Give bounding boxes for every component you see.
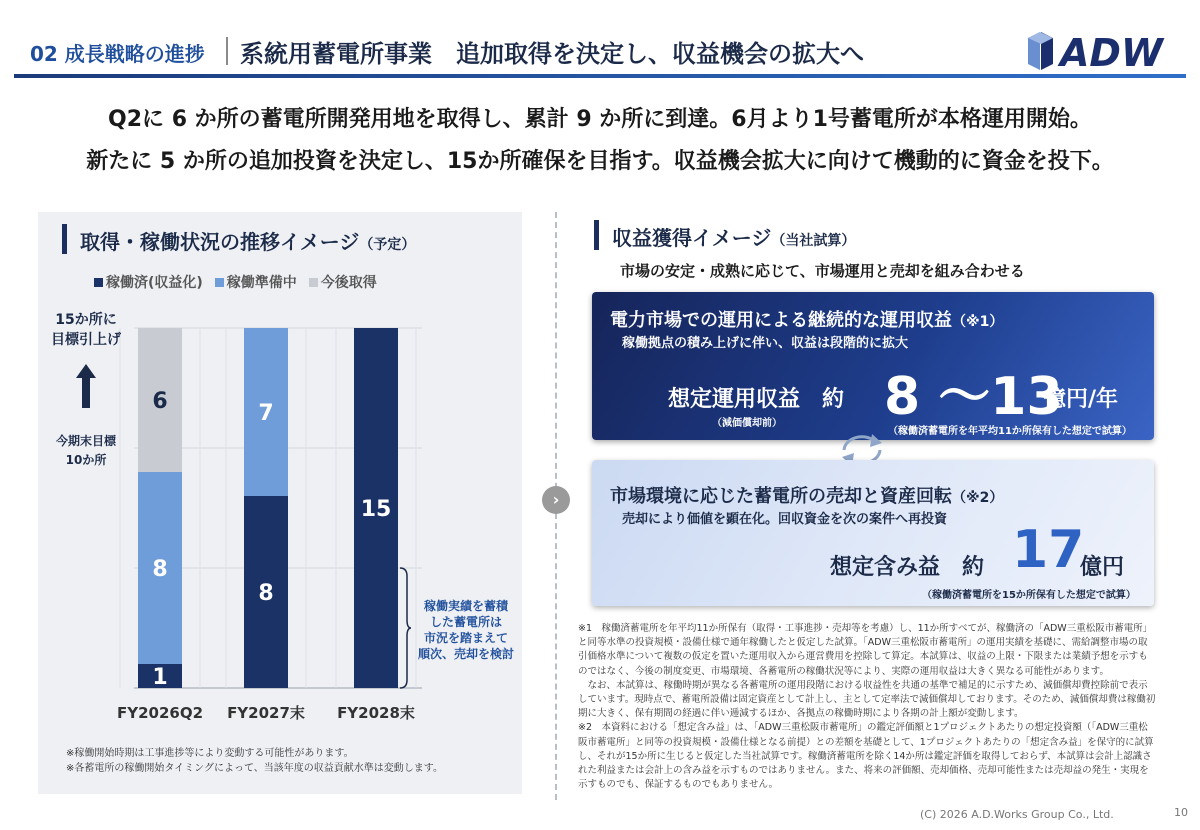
- bracket-note-line: 稼働実績を蓄積: [423, 599, 508, 613]
- header-rule: [14, 74, 1186, 78]
- right-title-text: 収益獲得イメージ: [612, 226, 772, 250]
- right-subtitle: 市場の安定・成熟に応じて、市場運用と売却を組み合わせる: [620, 262, 1025, 280]
- box1-unit: 億円/年: [1044, 387, 1119, 412]
- box1-sub: 稼働拠点の積み上げに伴い、収益は段階的に拡大: [622, 336, 909, 351]
- lead-line-2: 新たに 5 か所の追加投資を決定し、15か所確保を目指す。収益機会拡大に向けて機動的に資金を投下。: [86, 149, 1114, 174]
- box2-unit: 億円: [1080, 555, 1125, 580]
- left-title-bar: [62, 224, 67, 254]
- box1-value-label: 想定運用収益 約: [668, 387, 845, 412]
- box2-heading: [610, 482, 1003, 508]
- bracket-note-line: 市況を踏まえて: [423, 631, 508, 645]
- data-label: 6: [152, 389, 168, 414]
- lead-line-1: Q2に 6 か所の蓄電所開発用地を取得し、累計 9 か所に到達。6月より1号蓄電所が本格運用開始。: [108, 107, 1092, 132]
- data-label: 8: [152, 557, 168, 582]
- target10-line2: 10か所: [65, 453, 107, 467]
- data-label: 1: [152, 665, 168, 690]
- bracket-note-line: した蓄電所は: [429, 615, 502, 629]
- operating-revenue-box: [592, 292, 1154, 440]
- box1-heading-text: 電力市場での運用による継続的な運用収益: [610, 310, 952, 331]
- adw-logo: [1022, 30, 1180, 72]
- right-footnote: ※1 稼働済蓄電所を年平均11か所保有（取得・工事進捗・売却等を考慮）し、11か所すべてが、稼働済の「ADW三重松阪市蓄電所」と同等水準の投資規模・設備仕様で通年稼働したと仮定した試算。「ADW三重松阪市蓄電所」の運用実績を基礎に、需給調整市場の取引価格水準について複数の仮定を置いた運用収入から運営費用を控除して算定。本試算は、収益の上限・下限または業績予想を示すものではなく、今後の制度変更、市場環境、各蓄電所の稼働状況等により、実際の運用収益は大きく異なる可能性があります。: [578, 623, 1153, 677]
- box1-value: 8 ～13: [884, 367, 1063, 427]
- legend-label: 今後取得: [320, 275, 377, 291]
- box2-value-label: 想定含み益 約: [830, 555, 985, 580]
- box2-value: 17: [1012, 520, 1085, 580]
- target10-line1: 今期末目標: [55, 434, 116, 448]
- box2-foot-right: （稼働済蓄電所を15か所保有した想定で試算）: [922, 590, 1136, 601]
- box1-heading-note: （※1）: [952, 314, 1004, 330]
- legend-label: 稼働準備中: [226, 275, 297, 291]
- right-title-bar: [594, 220, 599, 250]
- data-label: 15: [360, 497, 392, 522]
- x-tick-label: FY2026Q2: [116, 704, 204, 722]
- legend-swatch: [215, 278, 224, 287]
- right-footnotes: [578, 622, 1156, 792]
- chart-legend: [94, 272, 377, 292]
- box2-sub: 売却により価値を顕在化。回収資金を次の案件へ再投資: [622, 512, 948, 527]
- target-raised-label: [48, 310, 124, 350]
- left-title-text: 取得・稼働状況の推移イメージ: [80, 230, 360, 254]
- header-divider: [226, 37, 228, 65]
- data-label: 8: [258, 581, 274, 606]
- target15-line2: 目標引上げ: [51, 332, 121, 348]
- box1-foot-right: （稼働済蓄電所を年平均11か所保有した想定で試算）: [888, 426, 1132, 437]
- left-footnote: ※稼働開始時期は工事進捗等により変動する可能性があります。: [66, 748, 354, 759]
- left-footnotes: [66, 746, 443, 776]
- copyright: (C) 2026 A.D.Works Group Co., Ltd.: [920, 808, 1114, 821]
- target15-line1: 15か所に: [55, 312, 117, 328]
- asset-sale-box: [592, 460, 1154, 606]
- box1-foot-left: （減価償却前）: [712, 418, 782, 429]
- x-tick-label: FY2027末: [227, 704, 305, 722]
- chevron-right-icon: ›: [542, 486, 570, 514]
- logo-text: ADW: [1060, 31, 1163, 72]
- left-footnote: ※各蓄電所の稼働開始タイミングによって、当該年度の収益貢献水準は変動します。: [66, 763, 443, 774]
- section-label: 02 成長戦略の進捗: [30, 42, 205, 66]
- up-arrow-icon: [76, 364, 96, 408]
- box2-heading-note: （※2）: [952, 490, 1004, 506]
- right-title: [612, 222, 855, 251]
- box2-heading-text: 市場環境に応じた蓄電所の売却と資産回転: [610, 486, 952, 507]
- bracket-note-line: 順次、売却を検討: [417, 647, 514, 661]
- data-label: 7: [258, 401, 274, 426]
- legend-label: 稼働済(収益化): [106, 275, 203, 291]
- legend-swatch: [94, 278, 103, 287]
- left-title: [80, 226, 415, 255]
- legend-item-operating: [94, 272, 203, 292]
- right-footnote: ※2 本資料における「想定含み益」は、「ADW三重松阪市蓄電所」の鑑定評価額と1プロジェクトあたりの想定投資額（「ADW三重松阪市蓄電所」と同等の投資規模・設備仕様となる前提）との差額を基礎として、1プロジェクトあたりの「想定含み益」を保守的に試算し、それが15か所に生じると仮定した当社試算です。稼働済蓄電所を除く14か所は鑑定評価を取得しておらず、本試算は会計上認識された利益または会計上の含み益を示すものではありません。また、将来の評価額、売却価格、売却可能性または売却益の発生・実現を示すものでも、保証するものでもありません。: [578, 722, 1154, 791]
- stacked-bar-chart: [38, 300, 522, 730]
- page-number: 10: [1174, 806, 1188, 819]
- box1-heading: [610, 306, 1003, 332]
- target-current-label: [46, 432, 126, 470]
- bracket-note: [414, 598, 518, 662]
- legend-item-preparing: [215, 272, 297, 292]
- right-title-sub: （当社試算）: [771, 233, 856, 249]
- page-title: 系統用蓄電所事業 追加取得を決定し、収益機会の拡大へ: [240, 40, 864, 68]
- legend-item-future: [309, 272, 377, 292]
- bracket-icon: [398, 566, 412, 690]
- right-footnote: なお、本試算は、稼働時期が異なる各蓄電所の運用段階における収益性を共通の基準で補足的に示すため、減価償却費控除前で表示しています。現時点で、蓄電所設備は固定資産として計上し、主として定率法で減価償却しております。そのため、減価償却費は稼働初期に大きく、保有期間の経過に伴い逓減するほか、各拠点の稼働時期により各期の計上額が変動します。: [578, 679, 1156, 720]
- left-title-sub: （予定）: [359, 237, 416, 253]
- legend-swatch: [309, 278, 318, 287]
- x-tick-label: FY2028末: [337, 704, 415, 722]
